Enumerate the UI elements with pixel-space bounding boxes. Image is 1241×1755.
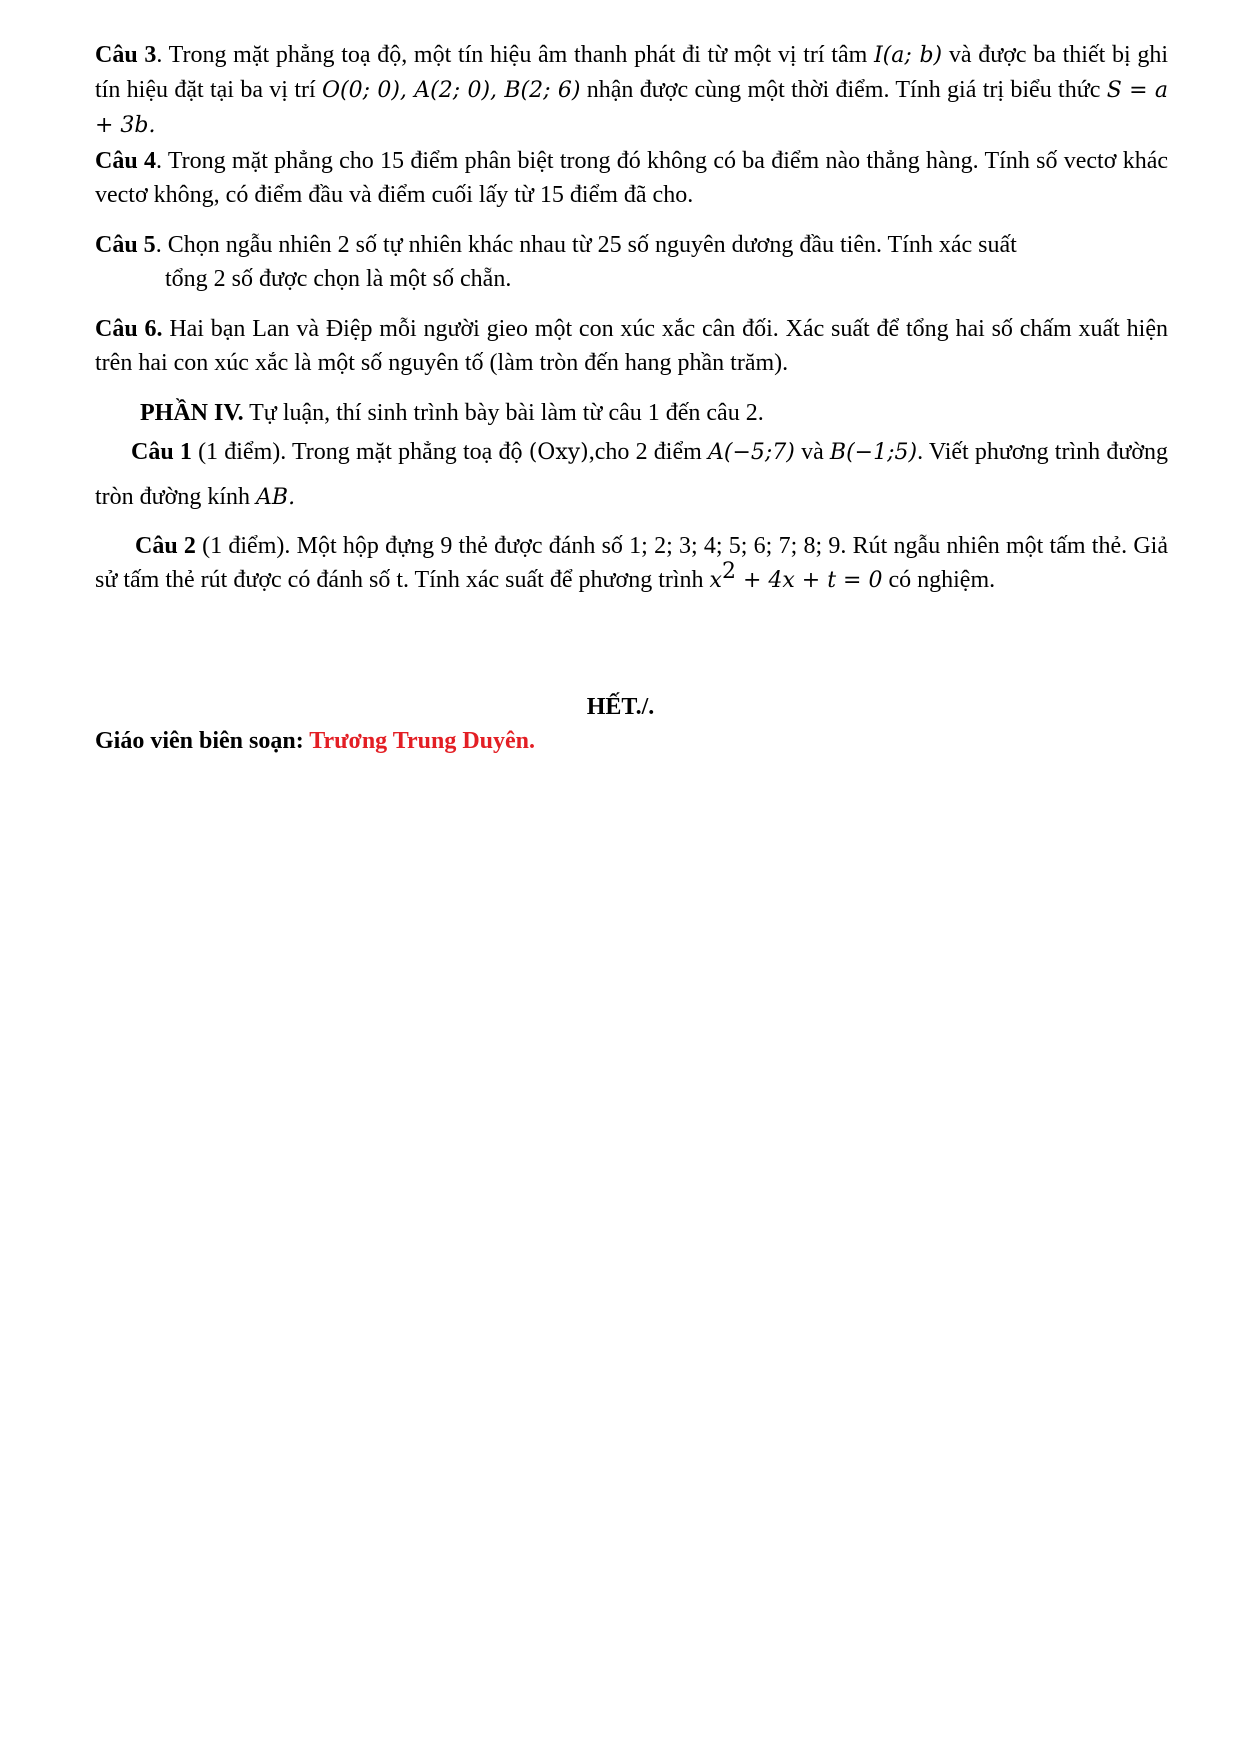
author-name: Trương Trung Duyên. — [309, 728, 536, 754]
question-3-text-b: và được ba thiết bị ghi tín hiệu đặt tại ba vị trí — [95, 42, 1168, 103]
essay-question-1-point-b: B(−1;5) — [829, 440, 918, 465]
end-mark: HẾT./. — [586, 694, 655, 720]
question-6-text: Hai bạn Lan và Điệp mỗi người gieo một con xúc xắc cân đối. Xác suất để tổng hai số chấm xuất hiện trên hai con xúc xắc là một số nguyên tố (làm tròn đến hang phần trăm). — [95, 316, 1168, 376]
essay-question-1-point-a: A(−5;7) — [707, 440, 795, 465]
essay-question-2-text-b: có nghiệm. — [882, 567, 996, 593]
question-3 — [95, 38, 1168, 143]
essay-question-1-text-c: và — [794, 439, 830, 465]
question-3-text-a: . Trong mặt phẳng toạ độ, một tín hiệu âm thanh phát đi từ một vị trí tâm — [156, 42, 874, 68]
question-3-text-c: nhận được cùng một thời điểm. Tính giá trị biểu thức — [580, 77, 1107, 103]
essay-question-2-equation-x: x — [709, 568, 722, 593]
question-4 — [95, 144, 1168, 212]
question-3-center: I(a; b) — [873, 43, 943, 68]
question-3-label: Câu 3 — [95, 42, 157, 68]
part-4-heading — [140, 396, 1168, 430]
essay-question-2-label: Câu 2 — [135, 533, 196, 559]
question-4-text: . Trong mặt phẳng cho 15 điểm phân biệt trong đó không có ba điểm nào thẳng hàng. Tính số vectơ khác vectơ không, có điểm đầu và điểm cuối lấy từ 15 điểm đã cho. — [95, 148, 1168, 208]
essay-question-2-text-a: (1 điểm). Một hộp đựng 9 thẻ được đánh số 1; 2; 3; 4; 5; 6; 7; 8; 9. Rút ngẫu nhiên một tấm thẻ. Giả sử tấm thẻ rút được có đánh số t. Tính xác suất để phương trình — [95, 533, 1168, 593]
question-3-points: O(0; 0), A(2; 0), B(2; 6) — [321, 78, 581, 103]
part-4-text: Tự luận, thí sinh trình bày bài làm từ câu 1 đến câu 2. — [243, 400, 764, 426]
author-label: Giáo viên biên soạn: — [95, 728, 310, 754]
question-5-text-a: . Chọn ngẫu nhiên 2 số tự nhiên khác nhau từ 25 số nguyên dương đầu tiên. Tính xác suất — [155, 232, 1017, 258]
essay-question-1-text-d: . Viết phương trình đường tròn đường kính — [95, 439, 1169, 510]
question-6-label: Câu 6. — [95, 316, 163, 342]
essay-question-1-system: (Oxy) — [528, 440, 589, 465]
essay-question-1-segment: AB. — [256, 485, 296, 510]
question-4-label: Câu 4 — [95, 148, 156, 174]
question-5 — [95, 228, 1168, 296]
part-4-label: PHẦN IV. — [140, 400, 244, 426]
essay-question-1-text-b: ,cho 2 điểm — [588, 439, 708, 465]
essay-question-1-label: Câu 1 — [131, 439, 192, 465]
essay-question-2-equation-exponent: 2 — [721, 559, 736, 584]
essay-question-2 — [95, 529, 1168, 598]
essay-question-1-text-a: (1 điểm). Trong mặt phẳng toạ độ — [191, 439, 529, 465]
author-line — [95, 728, 535, 755]
question-6 — [95, 312, 1168, 380]
essay-question-2-equation-rest: + 4x + t = 0 — [735, 568, 883, 593]
question-5-text-b: tổng 2 số được chọn là một số chẵn. — [165, 266, 512, 292]
question-5-label: Câu 5 — [95, 232, 156, 258]
question-3-expression: S = a + 3b. — [95, 78, 1168, 138]
essay-question-1 — [95, 430, 1168, 520]
